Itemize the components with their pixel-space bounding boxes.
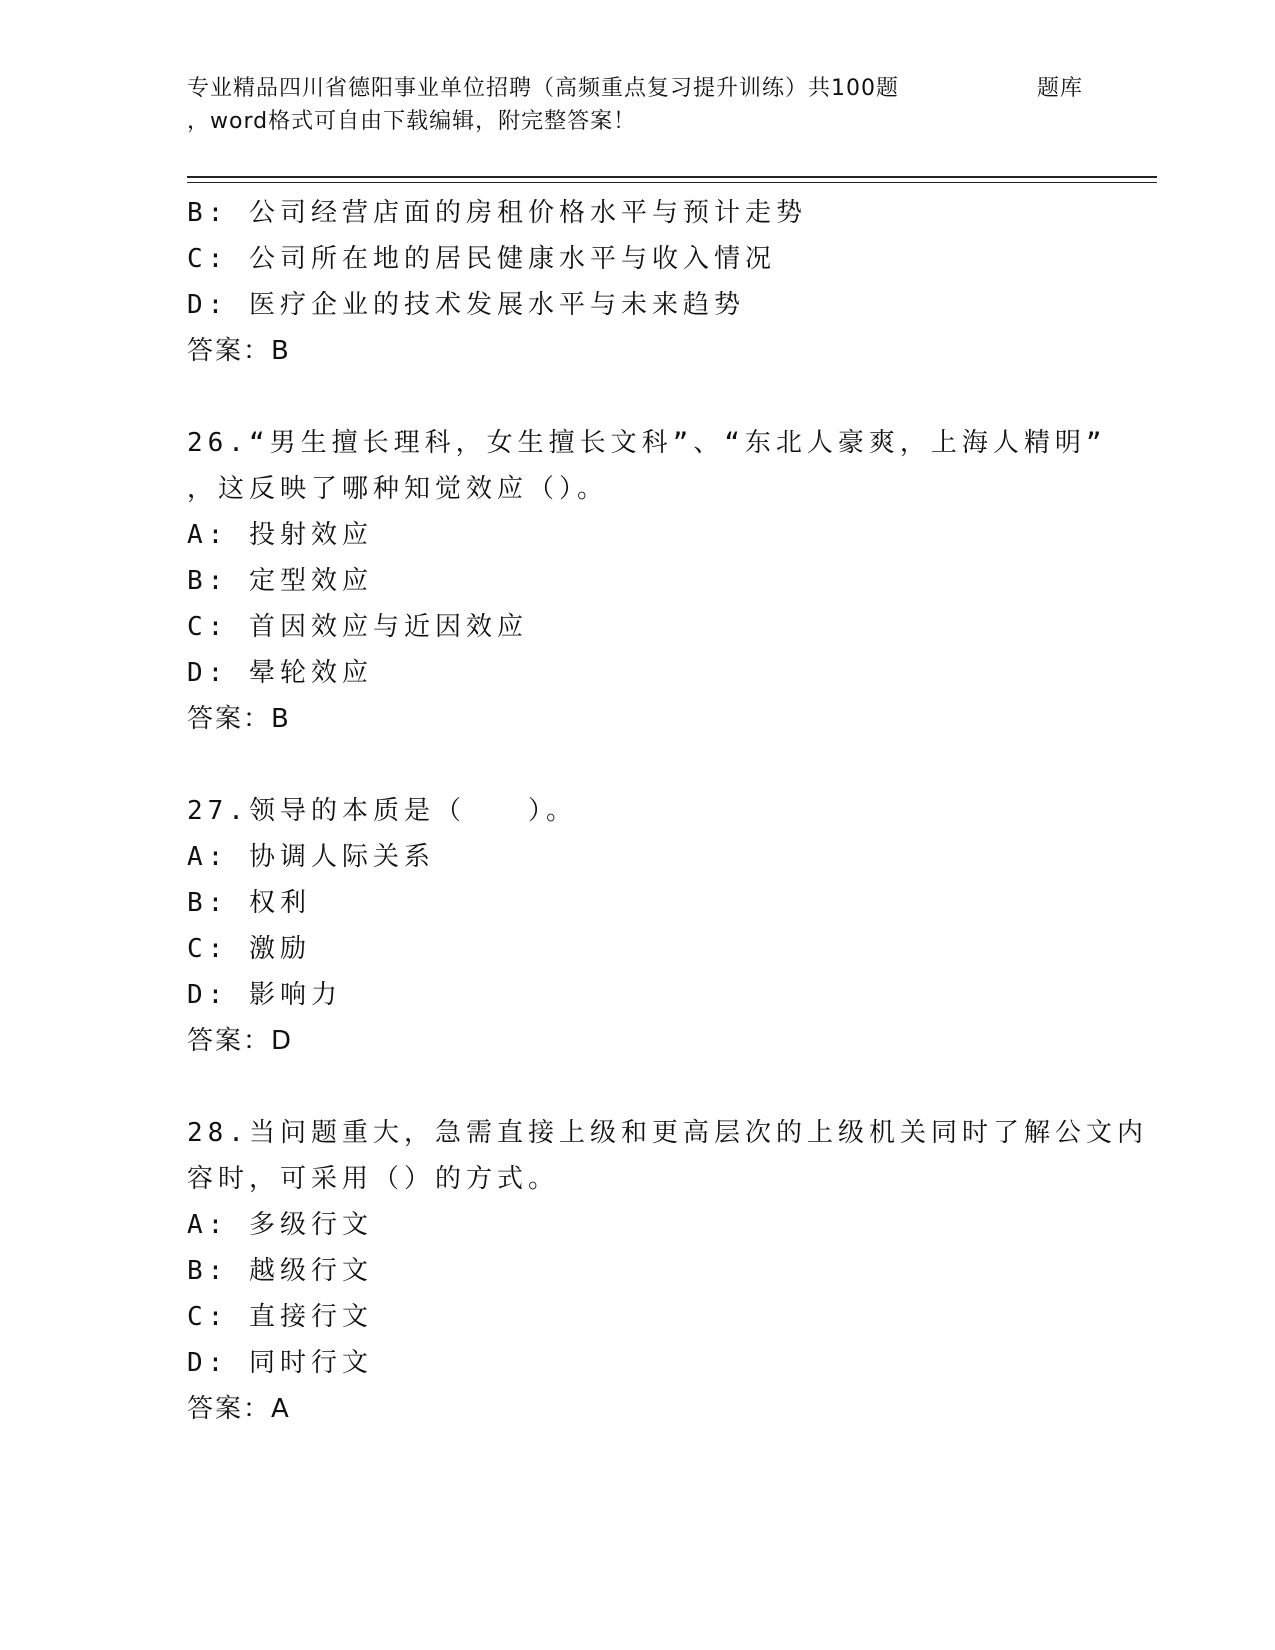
- option-line: C: 公司所在地的居民健康水平与收入情况: [187, 244, 776, 274]
- answer-line: 答案：A: [187, 1394, 291, 1424]
- option-line: D: 医疗企业的技术发展水平与未来趋势: [187, 290, 745, 320]
- option-line: D: 影响力: [187, 980, 342, 1010]
- option-line: A: 多级行文: [187, 1210, 373, 1240]
- answer-line: 答案：D: [187, 1026, 294, 1056]
- header-title-row: [187, 72, 1157, 105]
- question-block: [187, 788, 1167, 1064]
- option-line: A: 协调人际关系: [187, 842, 435, 872]
- option-line: C: 激励: [187, 934, 311, 964]
- header-tag: 题库: [1037, 76, 1084, 101]
- spacer: [187, 374, 1167, 420]
- question-stem: 26.“男生擅长理科，女生擅长文科”、“东北人豪爽，上海人精明”: [187, 428, 1107, 458]
- question-list: [187, 190, 1167, 1432]
- option-line: B: 定型效应: [187, 566, 373, 596]
- option-line: B: 越级行文: [187, 1256, 373, 1286]
- header-subtitle: ，word格式可自由下载编辑，附完整答案！: [187, 109, 637, 134]
- question-stem: ，这反映了哪种知觉效应（）。: [187, 474, 609, 504]
- option-line: D: 晕轮效应: [187, 658, 373, 688]
- spacer: [187, 742, 1167, 788]
- spacer: [187, 1064, 1167, 1110]
- question-block: [187, 1110, 1167, 1432]
- question-block: [187, 420, 1167, 742]
- option-line: C: 首因效应与近因效应: [187, 612, 528, 642]
- page-header: [187, 72, 1157, 138]
- option-line: A: 投射效应: [187, 520, 373, 550]
- header-title: 专业精品四川省德阳事业单位招聘（高频重点复习提升训练）共100题: [187, 76, 899, 101]
- option-line: D: 同时行文: [187, 1348, 373, 1378]
- option-line: C: 直接行文: [187, 1302, 373, 1332]
- answer-line: 答案：B: [187, 336, 291, 366]
- question-block: [187, 190, 1167, 374]
- header-divider-thin: [187, 182, 1157, 183]
- question-stem: 27.领导的本质是（ ）。: [187, 796, 577, 826]
- option-line: B: 公司经营店面的房租价格水平与预计走势: [187, 198, 807, 228]
- answer-line: 答案：B: [187, 704, 291, 734]
- question-stem: 容时，可采用（）的方式。: [187, 1164, 560, 1194]
- question-stem: 28.当问题重大，急需直接上级和更高层次的上级机关同时了解公文内: [187, 1118, 1148, 1148]
- option-line: B: 权利: [187, 888, 311, 918]
- header-divider: [187, 176, 1157, 178]
